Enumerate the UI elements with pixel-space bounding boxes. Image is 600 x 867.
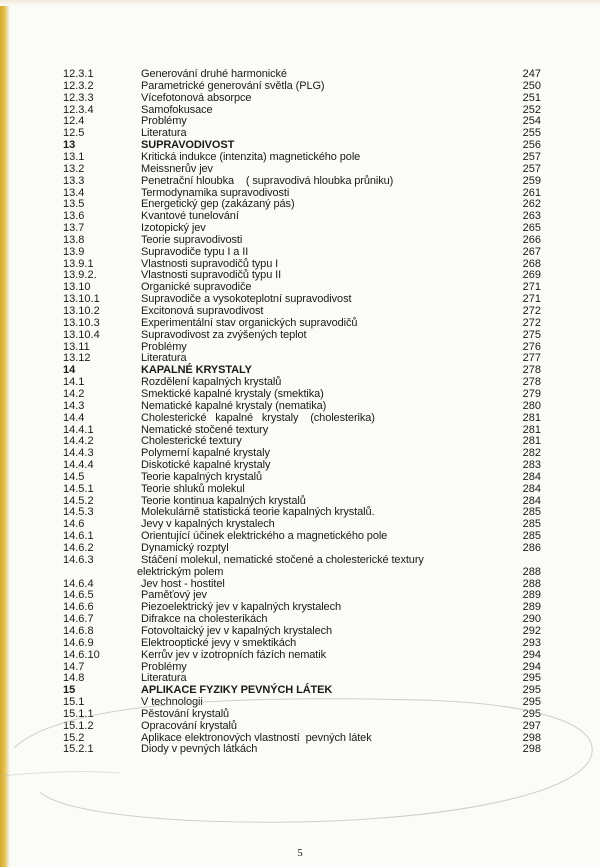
toc-page-number: 247 (522, 68, 541, 80)
toc-number: 13.10.2 (63, 305, 100, 317)
toc-number: 14.5.3 (63, 506, 94, 519)
toc-row (0, 424, 600, 436)
toc-page-number: 290 (522, 613, 541, 626)
toc-number: 14.6.8 (63, 624, 94, 637)
toc-row (0, 198, 600, 210)
toc-row (0, 578, 600, 590)
toc-number: 14.5.1 (63, 482, 94, 495)
toc-row (0, 530, 600, 542)
toc-title: Meissnerův jev (141, 162, 213, 175)
toc-title: Literatura (141, 352, 187, 365)
toc-page-number: 281 (522, 411, 541, 424)
toc-page-number: 281 (522, 423, 541, 436)
toc-page-number: 261 (522, 186, 541, 199)
toc-number: 13.10.4 (63, 328, 100, 341)
toc-number: 12.3.2 (63, 79, 94, 92)
toc-page-number: 289 (522, 589, 541, 602)
toc-row (0, 329, 600, 341)
toc-row (0, 566, 600, 578)
toc-title: Kritická indukce (intenzita) magnetického pole (141, 150, 361, 163)
toc-title: Supravodiče a vysokoteplotní supravodivost (141, 293, 352, 306)
toc-row (0, 68, 600, 80)
toc-title: Piezoelektrický jev v kapalných krystalech (141, 601, 341, 614)
toc-row (0, 258, 600, 270)
toc-page-number: 292 (522, 624, 541, 637)
toc-title: Diskotické kapalné krystaly (141, 459, 271, 472)
toc-page-number: 255 (522, 127, 541, 140)
toc-row (0, 589, 600, 601)
toc-number: 13.5 (63, 198, 85, 211)
toc-title: Cholesterické textury (141, 435, 242, 448)
toc-row (0, 246, 600, 258)
toc-title: Dynamický rozptyl (141, 542, 229, 554)
toc-number: 13.8 (63, 233, 85, 246)
toc-number: 14.5.2 (63, 494, 94, 507)
toc-page-number: 284 (522, 494, 541, 507)
toc-page-number: 267 (522, 245, 541, 258)
toc-page-number: 262 (522, 198, 541, 211)
toc-title: Penetrační hloubka ( supravodivá hloubka průniku) (141, 174, 394, 187)
toc-title: Kerrův jev v izotropních fázích nematik (141, 648, 327, 661)
toc-title: Excitonová supravodivost (141, 305, 264, 317)
toc-title: Organické supravodiče (141, 281, 252, 294)
toc-page-number: 286 (522, 542, 541, 554)
toc-number: 12.5 (63, 127, 85, 140)
toc-section-row (0, 139, 600, 151)
toc-page-number: 268 (522, 257, 541, 270)
toc-title: Teorie kapalných krystalů (141, 470, 263, 483)
toc-number: 14.4.4 (63, 459, 94, 472)
toc-row (0, 376, 600, 388)
toc-number: 14 (63, 364, 76, 377)
toc-row (0, 696, 600, 708)
toc-title: Parametrické generování světla (PLG) (141, 79, 325, 92)
toc-number: 15.1 (63, 696, 85, 708)
toc-title: Vlastnosti supravodičů typu I (141, 257, 279, 270)
toc-number: 14.4 (63, 411, 85, 424)
toc-page-number: 257 (522, 162, 541, 175)
toc-number: 15.1.1 (63, 707, 94, 720)
toc-number: 13.9.1 (63, 257, 94, 270)
toc-row (0, 447, 600, 459)
toc-title: KAPALNÉ KRYSTALY (141, 364, 252, 377)
toc-row (0, 720, 600, 732)
toc-page-number: 250 (522, 79, 541, 92)
toc-number: 15 (63, 684, 76, 697)
toc-row (0, 506, 600, 518)
toc-row (0, 495, 600, 507)
toc-row (0, 613, 600, 625)
toc-page-number: 275 (522, 328, 541, 341)
toc-number: 12.3.3 (63, 91, 94, 104)
toc-number: 14.8 (63, 672, 85, 685)
toc-number: 14.6.3 (63, 553, 94, 566)
toc-title: Smektické kapalné krystaly (smektika) (141, 387, 324, 400)
toc-number: 13.11 (63, 340, 90, 353)
toc-title: V technologii (141, 696, 203, 708)
toc-page-number: 298 (522, 731, 541, 744)
toc-title: Polymerní kapalné krystaly (141, 447, 270, 460)
toc-number: 14.6.5 (63, 589, 94, 602)
toc-number: 13.7 (63, 222, 85, 234)
toc-page-number: 252 (522, 103, 541, 116)
toc-page-number: 281 (522, 435, 541, 448)
toc-title: Stáčení molekul, nematické stočené a cholesterické textury (141, 553, 424, 566)
toc-page-number: 257 (522, 150, 541, 163)
toc-row (0, 672, 600, 684)
toc-title: Supravodivost za zvýšených teplot (141, 328, 307, 341)
toc-number: 14.6.7 (63, 613, 94, 626)
toc-row (0, 163, 600, 175)
toc-title: Supravodiče typu I a II (141, 245, 249, 258)
toc-row (0, 732, 600, 744)
toc-page-number: 277 (522, 352, 541, 365)
toc-number: 14.6.6 (63, 601, 94, 614)
toc-title: Fotovoltaický jev v kapalných krystalech (141, 624, 333, 637)
toc-title: Generování druhé harmonické (141, 68, 287, 80)
toc-row (0, 412, 600, 424)
toc-title: Energetický gep (zakázaný pás) (141, 198, 295, 211)
toc-page-number: 285 (522, 506, 541, 519)
toc-number: 13.9.2. (63, 269, 97, 282)
toc-row (0, 435, 600, 447)
toc-number: 14.1 (63, 376, 85, 389)
toc-number: 14.6.9 (63, 636, 94, 649)
toc-section-row (0, 364, 600, 376)
toc-title: Difrakce na cholesterikách (141, 613, 268, 626)
toc-number: 14.7 (63, 660, 85, 673)
toc-number: 15.2 (63, 731, 85, 744)
toc-title: Cholesterické kapalné krystaly (cholesterika) (141, 411, 375, 424)
toc-title: Aplikace elektronových vlastností pevných látek (141, 731, 372, 744)
toc-row (0, 459, 600, 471)
toc-title: Molekulárně statistická teorie kapalných krystalů. (141, 506, 375, 519)
toc-number: 13.3 (63, 174, 85, 187)
toc-number: 13.9 (63, 245, 85, 258)
toc-page-number: 256 (522, 139, 541, 152)
toc-number: 14.5 (63, 470, 85, 483)
toc-row (0, 601, 600, 613)
toc-title: Jevy v kapalných krystalech (141, 518, 275, 531)
toc-row (0, 127, 600, 139)
toc-row (0, 151, 600, 163)
toc-number: 14.2 (63, 387, 85, 400)
toc-row (0, 518, 600, 530)
toc-title: elektrickým polem (137, 565, 224, 578)
toc-title: Paměťový jev (141, 589, 207, 602)
toc-title: Izotopický jev (141, 222, 206, 234)
toc-row (0, 649, 600, 661)
toc-row (0, 341, 600, 353)
toc-title: Vícefotonová absorpce (141, 91, 252, 104)
toc-row (0, 234, 600, 246)
toc-title: Problémy (141, 660, 187, 673)
toc-page-number: 271 (522, 281, 541, 294)
toc-page-number: 285 (522, 530, 541, 543)
toc-page-number: 280 (522, 399, 541, 412)
toc-row (0, 625, 600, 637)
toc-title: SUPRAVODIVOST (141, 139, 235, 152)
toc-row (0, 115, 600, 127)
toc-page-number: 295 (522, 696, 541, 708)
page-top-edge (0, 0, 600, 6)
toc-row (0, 352, 600, 364)
toc-number: 13.4 (63, 186, 85, 199)
toc-page-number: 279 (522, 387, 541, 400)
toc-page-number: 284 (522, 470, 541, 483)
toc-number: 14.6 (63, 518, 85, 531)
toc-page-number: 272 (522, 316, 541, 329)
toc-number: 14.6.10 (63, 648, 100, 661)
toc-row (0, 92, 600, 104)
toc-page-number: 271 (522, 293, 541, 306)
toc-row (0, 400, 600, 412)
toc-number: 13.10.3 (63, 316, 100, 329)
toc-row (0, 637, 600, 649)
toc-page-number: 295 (522, 672, 541, 685)
toc-title: Teorie supravodivosti (141, 233, 243, 246)
toc-page-number: 288 (522, 577, 541, 590)
toc-page-number: 293 (522, 636, 541, 649)
toc-title: Kvantové tunelování (141, 210, 239, 223)
toc-page-number: 254 (522, 115, 541, 128)
toc-row (0, 305, 600, 317)
toc-title: Orientující účinek elektrického a magnetického pole (141, 530, 388, 543)
toc-page-number: 294 (522, 660, 541, 673)
toc-number: 14.6.2 (63, 542, 94, 554)
toc-number: 14.3 (63, 399, 85, 412)
toc-row (0, 80, 600, 92)
toc-title: Problémy (141, 340, 187, 353)
toc-number: 15.2.1 (63, 743, 94, 756)
toc-number: 13.2 (63, 162, 85, 175)
toc-section-row (0, 684, 600, 696)
toc-row (0, 661, 600, 673)
toc-row (0, 743, 600, 755)
toc-page-number: 289 (522, 601, 541, 614)
toc-number: 12.3.1 (63, 68, 94, 80)
toc-page-number: 288 (522, 565, 541, 578)
toc-number: 13.10 (63, 281, 91, 294)
toc-page-number: 265 (522, 222, 541, 234)
toc-title: Elektrooptické jevy v smektikách (141, 636, 297, 649)
toc-page-number: 295 (522, 707, 541, 720)
toc-page-number: 282 (522, 447, 541, 460)
toc-title: APLIKACE FYZIKY PEVNÝCH LÁTEK (141, 684, 333, 697)
toc-title: Experimentální stav organických supravodičů (141, 316, 358, 329)
toc-page-number: 294 (522, 648, 541, 661)
toc-row (0, 542, 600, 554)
toc-row (0, 187, 600, 199)
toc-number: 14.6.4 (63, 577, 94, 590)
toc-page-number: 285 (522, 518, 541, 531)
toc-row (0, 222, 600, 234)
toc-page-number: 283 (522, 459, 541, 472)
toc-title: Nematické stočené textury (141, 423, 269, 436)
toc-number: 12.3.4 (63, 103, 94, 116)
toc-number: 13.12 (63, 352, 91, 365)
toc-page-number: 251 (522, 91, 541, 104)
toc-page-number: 295 (522, 684, 541, 697)
toc-row (0, 388, 600, 400)
toc-row (0, 210, 600, 222)
toc-row (0, 317, 600, 329)
toc-page-number: 284 (522, 482, 541, 495)
toc-title: Jev host - hostitel (141, 577, 225, 590)
toc-row (0, 293, 600, 305)
toc-row (0, 708, 600, 720)
toc-title: Literatura (141, 127, 187, 140)
toc-page-number: 269 (522, 269, 541, 282)
toc-page-number: 276 (522, 340, 541, 353)
toc-title: Diody v pevných látkách (141, 743, 258, 756)
toc-page-number: 259 (522, 174, 541, 187)
toc-row (0, 471, 600, 483)
toc-page-number: 263 (522, 210, 541, 223)
toc-title: Opracování krystalů (141, 719, 237, 732)
toc-title: Teorie shluků molekul (141, 482, 245, 495)
toc-page-number: 298 (522, 743, 541, 756)
toc-number: 14.4.2 (63, 435, 94, 448)
toc-row (0, 281, 600, 293)
toc-row (0, 483, 600, 495)
toc-number: 14.4.3 (63, 447, 94, 460)
toc-number: 14.6.1 (63, 530, 94, 543)
toc-row (0, 269, 600, 281)
toc-number: 13.6 (63, 210, 85, 223)
toc-title: Nematické kapalné krystaly (nematika) (141, 399, 327, 412)
toc-row (0, 554, 600, 566)
toc-row (0, 104, 600, 116)
toc-title: Literatura (141, 672, 187, 685)
toc-page-number: 266 (522, 233, 541, 246)
toc-title: Teorie kontinua kapalných krystalů (141, 494, 306, 507)
toc-page-number: 297 (522, 719, 541, 732)
toc-number: 13.1 (63, 150, 85, 163)
toc-page-number: 278 (522, 376, 541, 389)
toc-page-number: 278 (522, 364, 541, 377)
page-number: 5 (297, 847, 303, 859)
toc-title: Vlastnosti supravodičů typu II (141, 269, 282, 282)
toc-number: 14.4.1 (63, 423, 94, 436)
toc-number: 13.10.1 (63, 293, 100, 306)
toc-row (0, 175, 600, 187)
toc-title: Termodynamika supravodivosti (141, 186, 290, 199)
toc-number: 13 (63, 139, 76, 152)
toc-title: Rozdělení kapalných krystalů (141, 376, 282, 389)
toc-title: Problémy (141, 115, 187, 128)
toc-page-number: 272 (522, 305, 541, 317)
toc-title: Samofokusace (141, 103, 213, 116)
toc-number: 12.4 (63, 115, 85, 128)
toc-title: Pěstování krystalů (141, 707, 230, 720)
toc-number: 15.1.2 (63, 719, 94, 732)
